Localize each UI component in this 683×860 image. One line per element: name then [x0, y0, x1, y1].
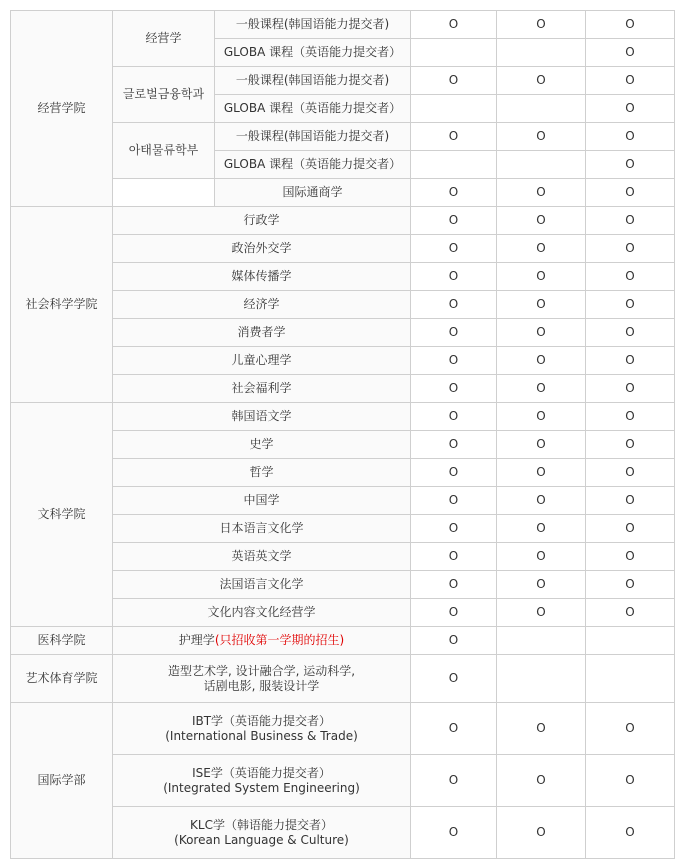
mark-cell: O	[411, 571, 497, 599]
mark-cell: O	[411, 459, 497, 487]
mark-cell	[497, 39, 586, 67]
mark-cell: O	[497, 515, 586, 543]
program-cell: 经济学	[113, 291, 411, 319]
college-cell: 文科学院	[11, 403, 113, 627]
mark-cell: O	[411, 599, 497, 627]
program-note: (只招收第一学期的招生)	[214, 633, 345, 647]
mark-cell: O	[586, 151, 675, 179]
program-cell: 社会福利学	[113, 375, 411, 403]
program-cell: 媒体传播学	[113, 263, 411, 291]
college-cell: 社会科学学院	[11, 207, 113, 403]
program-cell: 消费者学	[113, 319, 411, 347]
program-cell	[113, 807, 411, 859]
program-line: 造型艺术学, 设计融合学, 运动科学,	[167, 663, 356, 678]
mark-cell: O	[411, 375, 497, 403]
mark-cell: O	[586, 347, 675, 375]
mark-cell	[586, 655, 675, 703]
program-line: 话剧电影, 服装设计学	[203, 678, 320, 693]
program-cell: 英语英文学	[113, 543, 411, 571]
mark-cell: O	[586, 403, 675, 431]
mark-cell: O	[497, 291, 586, 319]
program-line: IBT学（英语能力提交者）	[191, 713, 332, 728]
program-name: 护理学	[178, 633, 215, 647]
mark-cell: O	[497, 123, 586, 151]
program-cell	[113, 755, 411, 807]
mark-cell: O	[497, 11, 586, 39]
mark-cell: O	[411, 263, 497, 291]
program-line: ISE学（英语能力提交者）	[192, 765, 331, 780]
mark-cell: O	[411, 11, 497, 39]
college-cell: 经营学院	[11, 11, 113, 207]
mark-cell: O	[497, 319, 586, 347]
mark-cell	[411, 151, 497, 179]
mark-cell	[411, 39, 497, 67]
mark-cell: O	[586, 571, 675, 599]
program-cell: 中国学	[113, 487, 411, 515]
department-cell: 经营学	[113, 11, 215, 67]
program-cell: 一般课程(韩国语能力提交者)	[215, 67, 411, 95]
mark-cell: O	[586, 207, 675, 235]
mark-cell: O	[497, 179, 586, 207]
mark-cell: O	[586, 11, 675, 39]
department-cell: 글로벌금융학과	[113, 67, 215, 123]
program-cell: 一般课程(韩国语能力提交者)	[215, 11, 411, 39]
mark-cell: O	[586, 179, 675, 207]
admission-table	[10, 10, 675, 859]
program-cell: 儿童心理学	[113, 347, 411, 375]
mark-cell: O	[411, 627, 497, 655]
mark-cell: O	[586, 755, 675, 807]
mark-cell: O	[411, 515, 497, 543]
mark-cell: O	[497, 403, 586, 431]
program-cell: 法国语言文化学	[113, 571, 411, 599]
mark-cell: O	[586, 375, 675, 403]
mark-cell: O	[586, 703, 675, 755]
mark-cell: O	[586, 459, 675, 487]
mark-cell: O	[497, 703, 586, 755]
mark-cell	[411, 95, 497, 123]
program-cell: 政治外交学	[113, 235, 411, 263]
program-cell: 哲学	[113, 459, 411, 487]
program-cell: 文化内容文化经营学	[113, 599, 411, 627]
mark-cell	[586, 627, 675, 655]
mark-cell: O	[411, 235, 497, 263]
mark-cell: O	[497, 207, 586, 235]
program-cell: GLOBA 课程（英语能力提交者）	[215, 151, 411, 179]
mark-cell: O	[411, 291, 497, 319]
mark-cell: O	[497, 599, 586, 627]
college-cell: 国际学部	[11, 703, 113, 859]
program-line: (International Business & Trade)	[165, 728, 358, 743]
program-cell: 韩国语文学	[113, 403, 411, 431]
mark-cell: O	[586, 95, 675, 123]
program-line: (Korean Language & Culture)	[174, 832, 349, 847]
program-line: KLC学（韩语能力提交者）	[190, 817, 333, 832]
mark-cell: O	[586, 487, 675, 515]
mark-cell: O	[411, 487, 497, 515]
mark-cell: O	[497, 375, 586, 403]
mark-cell: O	[586, 263, 675, 291]
mark-cell: O	[497, 431, 586, 459]
mark-cell: O	[586, 807, 675, 859]
mark-cell: O	[497, 571, 586, 599]
mark-cell	[497, 627, 586, 655]
mark-cell: O	[411, 347, 497, 375]
table-row	[11, 207, 675, 235]
mark-cell: O	[497, 487, 586, 515]
mark-cell: O	[586, 67, 675, 95]
program-cell	[113, 703, 411, 755]
mark-cell: O	[497, 755, 586, 807]
mark-cell: O	[411, 543, 497, 571]
program-cell: 国际通商学	[215, 179, 411, 207]
mark-cell	[497, 151, 586, 179]
table-row	[11, 703, 675, 755]
mark-cell: O	[586, 291, 675, 319]
mark-cell: O	[411, 755, 497, 807]
mark-cell: O	[586, 515, 675, 543]
table-row	[11, 627, 675, 655]
mark-cell: O	[411, 319, 497, 347]
program-cell: 史学	[113, 431, 411, 459]
mark-cell: O	[497, 263, 586, 291]
program-cell: GLOBA 课程（英语能力提交者）	[215, 95, 411, 123]
department-cell	[113, 179, 215, 207]
mark-cell: O	[497, 543, 586, 571]
mark-cell: O	[411, 179, 497, 207]
mark-cell: O	[411, 123, 497, 151]
mark-cell: O	[586, 431, 675, 459]
mark-cell: O	[586, 235, 675, 263]
program-cell	[113, 655, 411, 703]
mark-cell: O	[411, 807, 497, 859]
program-cell	[113, 627, 411, 655]
table-row	[11, 655, 675, 703]
mark-cell: O	[411, 703, 497, 755]
mark-cell: O	[586, 123, 675, 151]
college-cell: 医科学院	[11, 627, 113, 655]
mark-cell: O	[411, 207, 497, 235]
mark-cell: O	[586, 319, 675, 347]
mark-cell: O	[497, 67, 586, 95]
mark-cell: O	[586, 39, 675, 67]
mark-cell: O	[411, 655, 497, 703]
mark-cell: O	[411, 431, 497, 459]
mark-cell: O	[411, 67, 497, 95]
program-cell: 一般课程(韩国语能力提交者)	[215, 123, 411, 151]
program-cell: GLOBA 课程（英语能力提交者）	[215, 39, 411, 67]
program-line: (Integrated System Engineering)	[163, 780, 360, 795]
mark-cell	[497, 95, 586, 123]
department-cell: 아태물류학부	[113, 123, 215, 179]
mark-cell: O	[497, 235, 586, 263]
mark-cell: O	[411, 403, 497, 431]
mark-cell	[497, 655, 586, 703]
program-cell: 日本语言文化学	[113, 515, 411, 543]
program-cell: 行政学	[113, 207, 411, 235]
mark-cell: O	[497, 347, 586, 375]
mark-cell: O	[586, 599, 675, 627]
mark-cell: O	[497, 459, 586, 487]
table-row	[11, 11, 675, 39]
mark-cell: O	[497, 807, 586, 859]
college-cell: 艺术体育学院	[11, 655, 113, 703]
table-row	[11, 403, 675, 431]
mark-cell: O	[586, 543, 675, 571]
